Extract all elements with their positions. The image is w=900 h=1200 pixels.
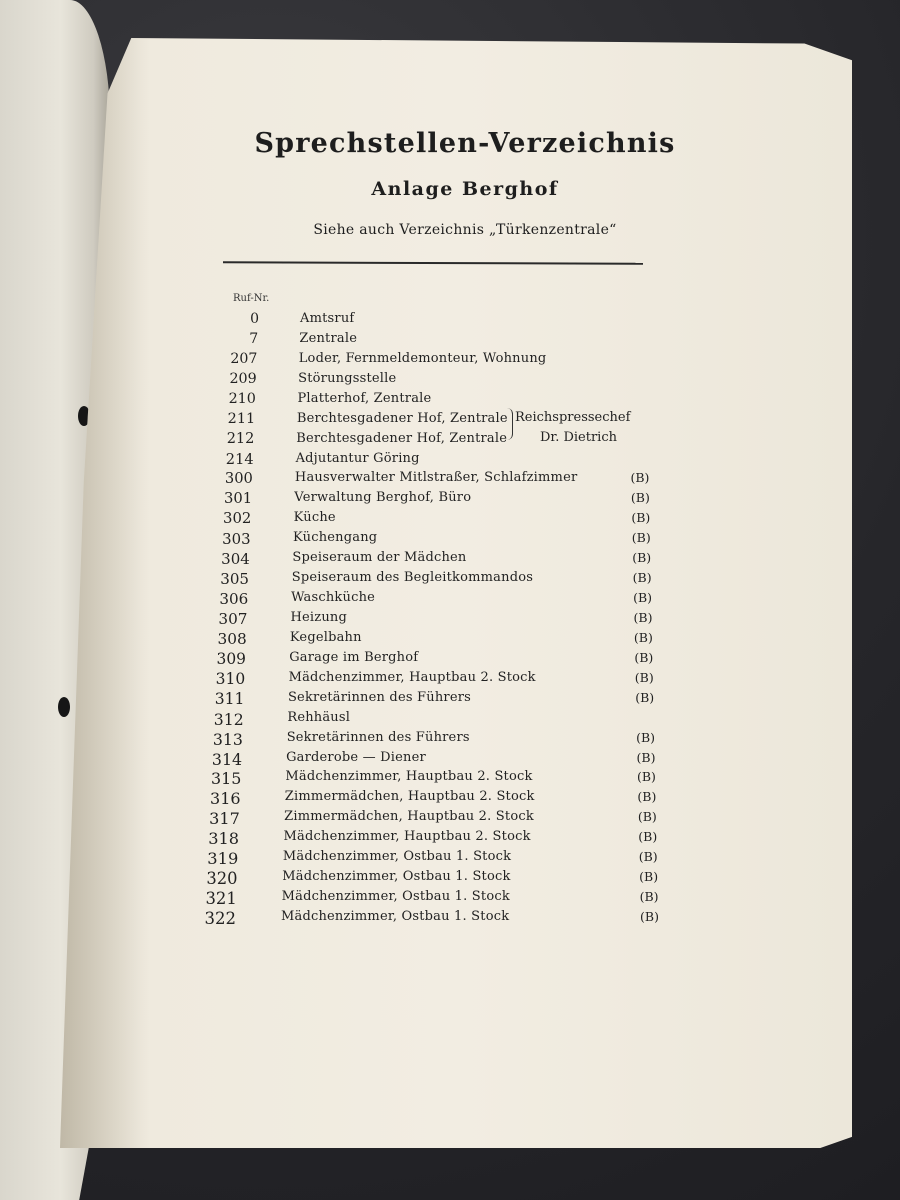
location-marker: (B) — [634, 669, 654, 685]
extension-name: Kegelbahn — [289, 629, 362, 645]
location-marker: (B) — [631, 530, 651, 546]
call-number: 316 — [210, 789, 241, 809]
extension-name: Speiseraum des Begleitkommandos — [291, 570, 534, 586]
location-marker: (B) — [636, 749, 656, 765]
extension-name: Rehhäusl — [287, 709, 351, 725]
extension-name: Mädchenzimmer, Ostbau 1. Stock — [281, 909, 510, 924]
extension-name: Zimmermädchen, Hauptbau 2. Stock — [284, 809, 534, 825]
call-number: 209 — [229, 370, 257, 387]
call-number: 307 — [218, 610, 248, 628]
location-marker: (B) — [637, 809, 657, 825]
extension-name: Hausverwalter Mitlstraßer, Schlafzimmer — [294, 470, 578, 486]
call-number: 301 — [223, 490, 253, 508]
extension-name: Garderobe — Diener — [286, 749, 426, 765]
call-number: 309 — [216, 649, 246, 668]
extension-name: Mädchenzimmer, Ostbau 1. Stock — [281, 889, 510, 905]
call-number: 207 — [230, 350, 258, 367]
extension-name: Mädchenzimmer, Hauptbau 2. Stock — [285, 769, 533, 785]
extension-name: Zentrale — [299, 330, 358, 346]
extension-name: Heizung — [290, 610, 348, 625]
document-page — [60, 38, 852, 1148]
location-marker: (B) — [638, 829, 658, 845]
call-number: 302 — [223, 510, 252, 528]
extension-name: Mädchenzimmer, Ostbau 1. Stock — [282, 869, 511, 885]
location-marker: (B) — [636, 729, 656, 745]
location-marker: (B) — [632, 570, 652, 586]
document-title: Sprechstellen-Verzeichnis — [254, 128, 676, 159]
location-marker: (B) — [639, 869, 659, 885]
extension-name: Speiseraum der Mädchen — [292, 550, 467, 566]
call-number: 311 — [214, 689, 245, 708]
bracket-note-line: Dr. Dietrich — [540, 430, 617, 445]
extension-name: Platterhof, Zentrale — [297, 390, 432, 406]
call-number: 304 — [221, 550, 250, 569]
location-marker: (B) — [633, 610, 653, 625]
call-number: 211 — [227, 410, 256, 427]
location-marker: (B) — [639, 889, 659, 905]
location-marker: (B) — [630, 490, 650, 506]
location-marker: (B) — [633, 629, 653, 645]
call-number: 319 — [207, 849, 239, 869]
location-marker: (B) — [631, 510, 651, 526]
column-label: Ruf-Nr. — [233, 293, 270, 304]
extension-name: Berchtesgadener Hof, Zentrale — [296, 430, 508, 446]
location-marker: (B) — [633, 590, 653, 606]
reference-note: Siehe auch Verzeichnis „Türkenzentrale“ — [313, 222, 617, 238]
extension-name: Berchtesgadener Hof, Zentrale — [296, 410, 508, 426]
document-subtitle: Anlage Berghof — [371, 178, 559, 200]
bracket-mark — [506, 408, 513, 440]
call-number: 303 — [222, 530, 251, 549]
location-marker: (B) — [638, 849, 658, 865]
call-number: 318 — [208, 829, 240, 849]
call-number: 300 — [224, 470, 253, 488]
call-number: 306 — [219, 590, 249, 609]
call-number: 310 — [215, 669, 246, 688]
call-number: 0 — [250, 311, 259, 327]
call-number: 312 — [213, 709, 244, 729]
extension-name: Verwaltung Berghof, Büro — [294, 490, 472, 506]
extension-name: Sekretärinnen des Führers — [286, 729, 470, 745]
location-marker: (B) — [635, 689, 655, 705]
extension-name: Mädchenzimmer, Hauptbau 2. Stock — [283, 829, 531, 845]
extension-name: Loder, Fernmeldemonteur, Wohnung — [298, 350, 547, 366]
call-number: 305 — [220, 570, 250, 589]
extension-name: Zimmermädchen, Hauptbau 2. Stock — [284, 789, 535, 805]
location-marker: (B) — [637, 789, 657, 805]
call-number: 214 — [225, 450, 254, 468]
extension-name: Sekretärinnen des Führers — [287, 689, 472, 705]
call-number: 322 — [204, 909, 236, 928]
extension-name: Mädchenzimmer, Ostbau 1. Stock — [282, 849, 512, 865]
extension-name: Küchengang — [293, 530, 378, 546]
call-number: 308 — [217, 629, 247, 648]
location-marker: (B) — [636, 769, 656, 785]
extension-name: Waschküche — [291, 590, 376, 606]
call-number: 317 — [209, 809, 240, 829]
extension-name: Garage im Berghof — [289, 649, 419, 665]
location-marker: (B) — [634, 649, 654, 665]
call-number: 313 — [212, 729, 243, 749]
call-number: 320 — [206, 869, 238, 889]
bracket-note-line: Reichspressechef — [515, 410, 631, 425]
extension-name: Störungsstelle — [298, 370, 397, 386]
call-number: 7 — [249, 330, 259, 347]
punch-hole — [58, 697, 70, 717]
extension-name: Adjutantur Göring — [295, 450, 420, 466]
location-marker: (B) — [632, 550, 652, 566]
extension-name: Mädchenzimmer, Hauptbau 2. Stock — [288, 669, 536, 685]
extension-name: Amtsruf — [300, 311, 355, 326]
call-number: 210 — [228, 390, 256, 407]
call-number: 321 — [205, 889, 237, 909]
location-marker: (B) — [640, 909, 659, 924]
call-number: 315 — [210, 769, 242, 789]
extension-name: Küche — [293, 510, 336, 526]
location-marker: (B) — [630, 470, 650, 486]
call-number: 212 — [226, 430, 255, 447]
call-number: 314 — [211, 749, 243, 769]
